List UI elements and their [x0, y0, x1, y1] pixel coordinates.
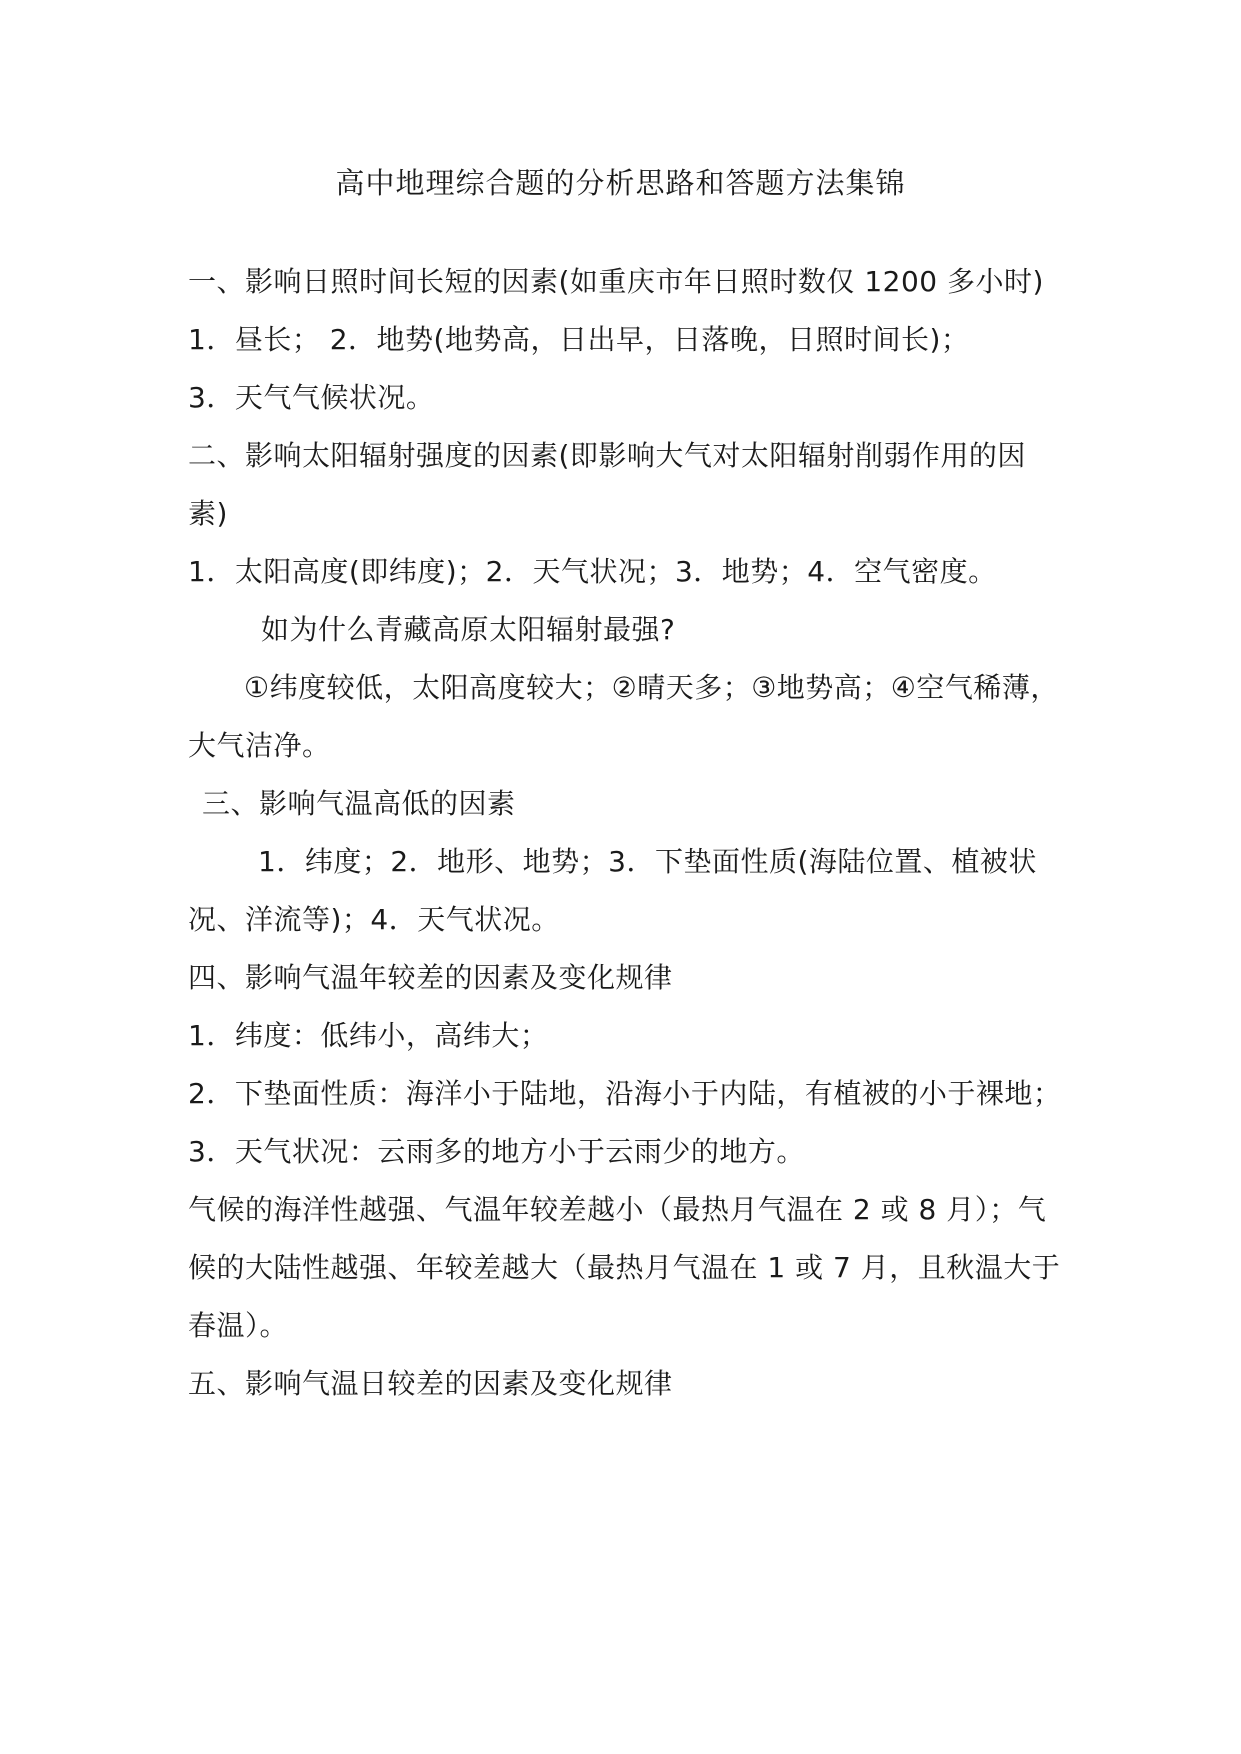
section-2-heading-cont: 素) [188, 497, 228, 530]
section-4-heading: 四、影响气温年较差的因素及变化规律 [188, 961, 673, 994]
section-4-item-1: 1．纬度：低纬小，高纬大； [188, 1019, 549, 1052]
section-2-heading: 二、影响太阳辐射强度的因素(即影响大气对太阳辐射削弱作用的因 [188, 439, 1026, 472]
section-2-item-line: 1．太阳高度(即纬度)；2．天气状况；3．地势；4．空气密度。 [188, 555, 997, 588]
section-1-item-line: 1．昼长； 2．地势(地势高，日出早，日落晚，日照时间长)； [188, 323, 970, 356]
section-3-item-line: 1．纬度；2．地形、地势；3．下垫面性质(海陆位置、植被状 [258, 845, 1037, 878]
section-4-note-line-2: 候的大陆性越强、年较差越大（最热月气温在 1 或 7 月，且秋温大于 [188, 1251, 1061, 1284]
section-1-item-line-2: 3．天气气候状况。 [188, 381, 435, 414]
section-1-heading: 一、影响日照时间长短的因素(如重庆市年日照时数仅 1200 多小时) [188, 265, 1044, 298]
section-4-note-line-1: 气候的海洋性越强、气温年较差越小（最热月气温在 2 或 8 月）；气 [188, 1193, 1047, 1226]
section-4-item-3: 3．天气状况：云雨多的地方小于云雨少的地方。 [188, 1135, 805, 1168]
section-4-note-line-3: 春温）。 [188, 1309, 289, 1342]
section-3-heading: 三、影响气温高低的因素 [202, 787, 516, 820]
section-2-question: 如为什么青藏高原太阳辐射最强? [261, 613, 676, 646]
section-2-answer: ①纬度较低，太阳高度较大；②晴天多；③地势高；④空气稀薄， [244, 671, 1059, 704]
section-5-heading: 五、影响气温日较差的因素及变化规律 [188, 1367, 673, 1400]
section-4-item-2: 2．下垫面性质：海洋小于陆地，沿海小于内陆，有植被的小于裸地； [188, 1077, 1062, 1110]
section-3-item-line-cont: 况、洋流等)；4．天气状况。 [188, 903, 560, 936]
document-title: 高中地理综合题的分析思路和答题方法集锦 [335, 166, 906, 200]
section-2-answer-cont: 大气洁净。 [188, 729, 331, 762]
